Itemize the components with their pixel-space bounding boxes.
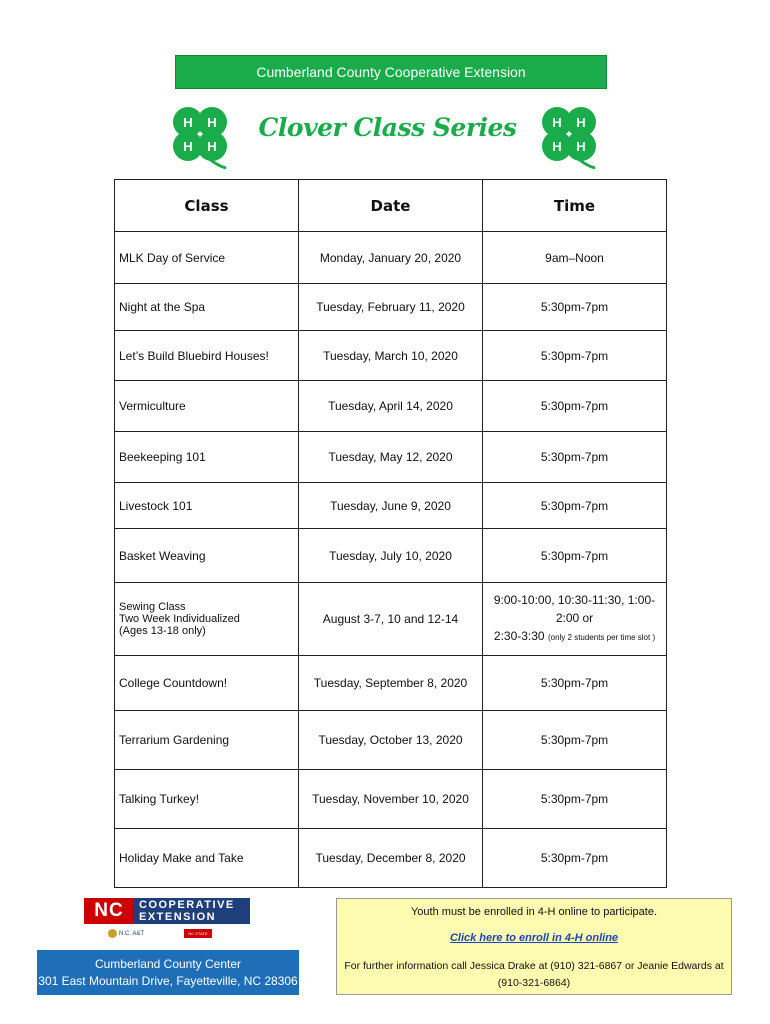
nc-state-logo: NC STATE	[184, 929, 212, 938]
class-date: Tuesday, April 14, 2020	[299, 381, 483, 432]
class-schedule-table	[114, 179, 667, 888]
table-row	[115, 656, 667, 711]
table-header-row	[115, 180, 667, 232]
clover-letter: H	[576, 139, 586, 154]
class-date: Tuesday, July 10, 2020	[299, 529, 483, 583]
class-name: Beekeeping 101	[115, 432, 299, 483]
class-name: Night at the Spa	[115, 284, 299, 331]
class-date: Tuesday, June 9, 2020	[299, 483, 483, 529]
clover-letter: H	[207, 115, 217, 130]
table-row	[115, 770, 667, 829]
nc-at-seal-icon	[108, 929, 117, 938]
class-name: Vermiculture	[115, 381, 299, 432]
class-time: 5:30pm-7pm	[483, 432, 667, 483]
table-row	[115, 331, 667, 381]
class-time: 5:30pm-7pm	[483, 770, 667, 829]
table-row	[115, 529, 667, 583]
enrollment-info-box	[336, 898, 732, 995]
clover-letter: H	[183, 139, 193, 154]
contact-info: For further information call Jessica Drake at (910) 321-6867 or Jeanie Edwards at (910-321-6864)	[344, 960, 724, 989]
header-time: Time	[483, 180, 667, 232]
table-row	[115, 232, 667, 284]
sewing-time-line: 2:30-3:30	[493, 629, 545, 643]
sewing-time-line: 9:00-10:00, 10:30-11:30, 1:00-2:00 or	[493, 593, 656, 625]
clover-letter: H	[552, 139, 562, 154]
class-name: Holiday Make and Take	[115, 829, 299, 888]
clover-letter: H	[207, 139, 217, 154]
class-date: Tuesday, March 10, 2020	[299, 331, 483, 381]
class-date: Tuesday, October 13, 2020	[299, 711, 483, 770]
table-row	[115, 483, 667, 529]
nc-logo-words	[134, 898, 250, 924]
table-row	[115, 829, 667, 888]
logo-line: COOPERATIVE	[139, 899, 235, 911]
nc-at-logo-text: N.C. A&T	[119, 930, 145, 937]
sewing-class-line: (Ages 13-18 only)	[119, 625, 206, 637]
class-time: 9am–Noon	[483, 232, 667, 284]
header-banner: Cumberland County Cooperative Extension	[175, 55, 607, 89]
class-date: Tuesday, December 8, 2020	[299, 829, 483, 888]
class-date: Tuesday, May 12, 2020	[299, 432, 483, 483]
class-date: Tuesday, September 8, 2020	[299, 656, 483, 711]
class-date: Tuesday, February 11, 2020	[299, 284, 483, 331]
class-date: Tuesday, November 10, 2020	[299, 770, 483, 829]
sewing-time-note: (only 2 students per time slot )	[547, 633, 656, 642]
clover-letter: H	[183, 115, 193, 130]
table-row	[115, 432, 667, 483]
address-box	[37, 950, 299, 995]
class-time: 5:30pm-7pm	[483, 331, 667, 381]
enrollment-requirement: Youth must be enrolled in 4-H online to participate.	[410, 906, 658, 918]
nc-logo-letters: NC	[84, 898, 134, 924]
nc-at-logo	[108, 929, 144, 938]
class-name: Talking Turkey!	[115, 770, 299, 829]
clover-letter: H	[576, 115, 586, 130]
table-row	[115, 711, 667, 770]
class-name: Let’s Build Bluebird Houses!	[115, 331, 299, 381]
sewing-class-line: Sewing Class	[119, 601, 186, 613]
series-title: Clover Class Series	[258, 113, 517, 142]
class-name: Terrarium Gardening	[115, 711, 299, 770]
4h-clover-icon	[537, 102, 601, 170]
clover-letter: H	[552, 115, 562, 130]
class-time: 5:30pm-7pm	[483, 656, 667, 711]
class-time: 5:30pm-7pm	[483, 284, 667, 331]
table-row	[115, 284, 667, 331]
sewing-class-line: Two Week Individualized	[119, 613, 240, 625]
class-date: Monday, January 20, 2020	[299, 232, 483, 284]
class-name	[115, 583, 299, 656]
table-row-sewing	[115, 583, 667, 656]
class-time: 5:30pm-7pm	[483, 529, 667, 583]
header-class: Class	[115, 180, 299, 232]
class-name: Basket Weaving	[115, 529, 299, 583]
header-date: Date	[299, 180, 483, 232]
class-time: 5:30pm-7pm	[483, 711, 667, 770]
nc-cooperative-extension-logo	[84, 898, 250, 924]
class-date: August 3-7, 10 and 12-14	[299, 583, 483, 656]
4h-clover-icon	[168, 102, 232, 170]
address-line: Cumberland County Center	[94, 956, 242, 971]
class-time: 5:30pm-7pm	[483, 381, 667, 432]
class-time: 5:30pm-7pm	[483, 483, 667, 529]
class-name: Livestock 101	[115, 483, 299, 529]
table-row	[115, 381, 667, 432]
class-name: MLK Day of Service	[115, 232, 299, 284]
enroll-link[interactable]: Click here to enroll in 4-H online	[449, 932, 619, 944]
address-line: 301 East Mountain Drive, Fayetteville, NC 28306	[38, 973, 298, 988]
logo-line: EXTENSION	[139, 911, 217, 923]
class-name: College Countdown!	[115, 656, 299, 711]
class-time	[483, 583, 667, 656]
class-time: 5:30pm-7pm	[483, 829, 667, 888]
partner-logos	[108, 929, 212, 938]
